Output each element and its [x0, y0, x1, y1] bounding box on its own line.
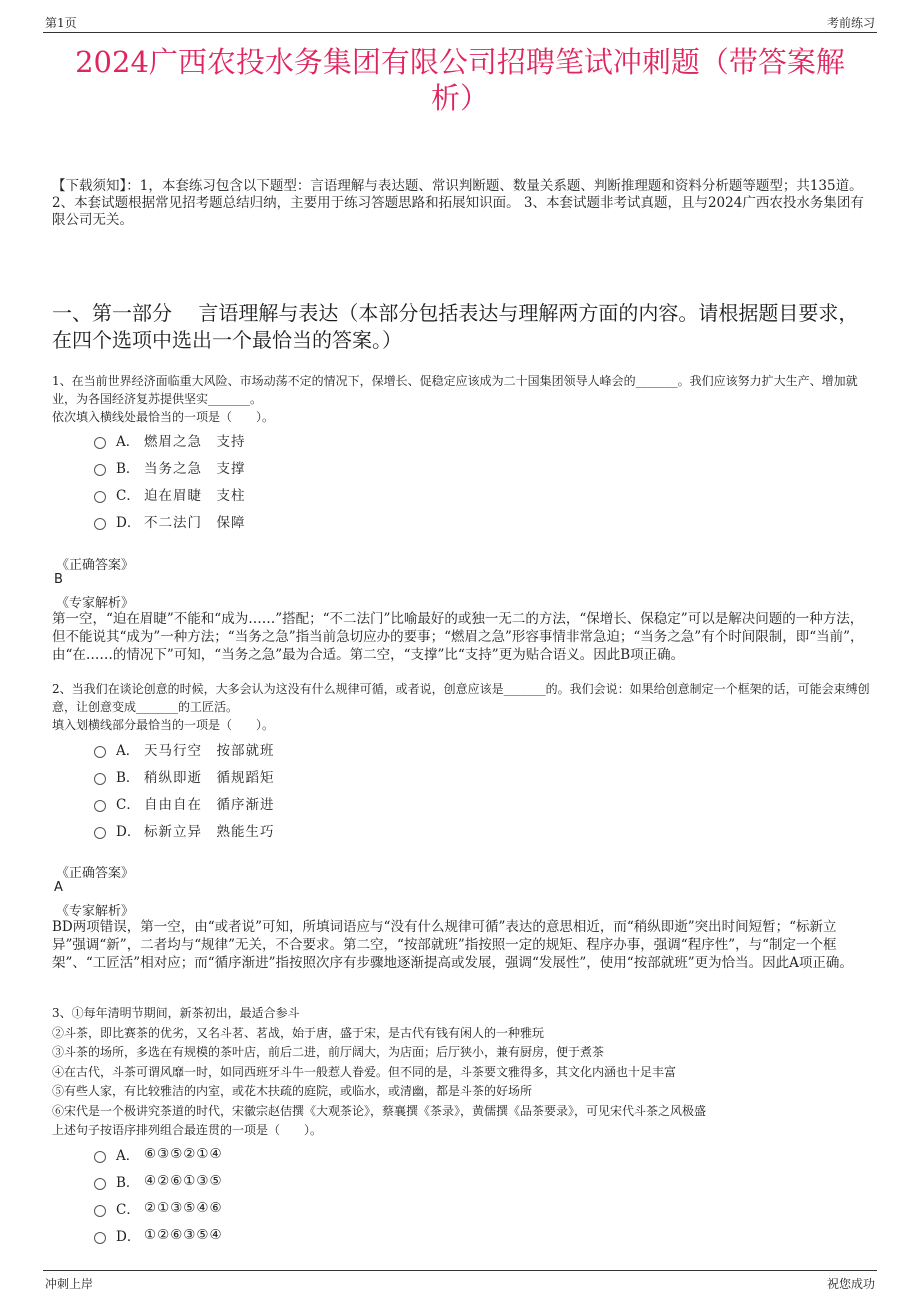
question-2-stem: [52, 680, 870, 734]
option-text: 当务之急 支撑: [144, 460, 246, 477]
option-b[interactable]: [94, 762, 275, 789]
question-3-stem: [52, 1004, 870, 1141]
option-c[interactable]: [94, 789, 275, 816]
answer-label: 《正确答案》: [56, 558, 135, 573]
download-notice: 【下载须知】：1，本套练习包含以下题型：言语理解与表达题、常识判断题、数量关系题、判断推理题和资料分析题等题型；共135道。 2、本套试题根据常见招考题总结归纳，主要用于练习答题思路和拓展知识面。 3、本套试题非考试真题，且与2024广西农投水务集团有限公司无关。: [52, 178, 864, 228]
option-letter: B．: [116, 769, 140, 786]
footer-left: 冲刺上岸: [45, 1277, 94, 1291]
option-text: 稍纵即逝 循规蹈矩: [144, 769, 275, 786]
analysis-label: 《专家解析》: [56, 904, 135, 919]
question-prompt: 上述句子按语序排列组合最连贯的一项是（ ）。: [52, 1123, 323, 1137]
option-text: ⑥③⑤②①④: [144, 1145, 223, 1162]
question-1-stem: [52, 372, 870, 426]
correct-answer: B: [54, 572, 63, 587]
option-b[interactable]: [94, 453, 246, 480]
option-d[interactable]: [94, 1221, 223, 1248]
radio-icon[interactable]: [94, 491, 106, 503]
option-text: ④②⑥①③⑤: [144, 1172, 223, 1189]
option-text: 自由自在 循序渐进: [144, 796, 275, 813]
option-d[interactable]: [94, 507, 246, 534]
option-a[interactable]: [94, 426, 246, 453]
radio-icon[interactable]: [94, 746, 106, 758]
option-text: 天马行空 按部就班: [144, 742, 275, 759]
sentence-line: ⑤有些人家，有比较雅洁的内室，或花木扶疏的庭院，或临水，或清幽，都是斗茶的好场所: [52, 1084, 533, 1098]
option-text: 不二法门 保障: [144, 514, 246, 531]
option-letter: A．: [116, 742, 140, 759]
option-letter: A．: [116, 1147, 140, 1164]
radio-icon[interactable]: [94, 464, 106, 476]
sentence-line: 3、①每年清明节期间，新茶初出，最适合参斗: [52, 1006, 300, 1020]
option-c[interactable]: [94, 480, 246, 507]
option-a[interactable]: [94, 735, 275, 762]
question-stem-text: 2、当我们在谈论创意的时候，大多会认为这没有什么规律可循，或者说，创意应该是_______的。我们会说：如果给创意制定一个框架的话，可能会束缚创意，让创意变成_______的工匠活。: [52, 682, 870, 714]
option-d[interactable]: [94, 816, 275, 843]
option-letter: B．: [116, 460, 140, 477]
page-number: 第1页: [45, 16, 77, 30]
option-letter: D．: [116, 514, 141, 531]
option-text: ①②⑥③⑤④: [144, 1226, 223, 1243]
expert-analysis: 第一空，“迫在眉睫”不能和“成为……”搭配；“不二法门”比喻最好的或独一无二的方法，“保增长、保稳定”可以是解决问题的一种方法，但不能说其“成为”一种方法；“当务之急”指当前急切应办的要事；“燃眉之急”形容事情非常急迫；“当务之急”有个时间限制，即“当前”，由“在……的情况下”可知，“当务之急”最为合适。第二空，“支撑”比“支持”更为贴合语义。因此B项正确。: [52, 611, 864, 663]
radio-icon[interactable]: [94, 1178, 106, 1190]
question-prompt: 依次填入横线处最恰当的一项是（ ）。: [52, 410, 275, 424]
question-stem-text: 1、在当前世界经济面临重大风险、市场动荡不定的情况下，保增长、促稳定应该成为二十国集团领导人峰会的_______。我们应该努力扩大生产、增加就业，为各国经济复苏提供坚实_______。: [52, 374, 858, 406]
option-a[interactable]: [94, 1140, 223, 1167]
question-prompt: 填入划横线部分最恰当的一项是（ ）。: [52, 718, 275, 732]
question-2-options: [94, 735, 275, 843]
option-text: 燃眉之急 支持: [144, 433, 246, 450]
answer-label: 《正确答案》: [56, 866, 135, 881]
radio-icon[interactable]: [94, 800, 106, 812]
radio-icon[interactable]: [94, 827, 106, 839]
option-letter: C．: [116, 796, 140, 813]
option-letter: C．: [116, 487, 140, 504]
sentence-line: ②斗茶，即比赛茶的优劣，又名斗茗、茗战，始于唐，盛于宋，是古代有钱有闲人的一种雅玩: [52, 1025, 545, 1040]
option-text: 标新立异 熟能生巧: [144, 823, 275, 840]
option-letter: A．: [116, 433, 140, 450]
question-3-options: [94, 1140, 223, 1248]
analysis-label: 《专家解析》: [56, 596, 135, 611]
radio-icon[interactable]: [94, 1151, 106, 1163]
option-letter: B．: [116, 1174, 140, 1191]
section-heading: 一、第一部分 言语理解与表达（本部分包括表达与理解两方面的内容。请根据题目要求，在四个选项中选出一个最恰当的答案。）: [52, 301, 859, 352]
radio-icon[interactable]: [94, 1232, 106, 1244]
option-c[interactable]: [94, 1194, 223, 1221]
option-b[interactable]: [94, 1167, 223, 1194]
radio-icon[interactable]: [94, 437, 106, 449]
question-1-options: [94, 426, 246, 534]
option-letter: D．: [116, 823, 141, 840]
sentence-line: ③斗茶的场所，多选在有规模的茶叶店，前后二进，前厅阔大，为店面；后厅狭小，兼有厨房，便于煮茶: [52, 1045, 605, 1059]
sentence-line: ④在古代，斗茶可谓风靡一时，如同西班牙斗牛一般惹人眷爱。但不同的是，斗茶要文雅得多，其文化内涵也十足丰富: [52, 1064, 677, 1079]
option-text: ②①③⑤④⑥: [144, 1199, 223, 1216]
document-title: 2024广西农投水务集团有限公司招聘笔试冲刺题（带答案解析）: [75, 45, 845, 115]
correct-answer: A: [54, 880, 63, 895]
expert-analysis: BD两项错误，第一空，由“或者说”可知，所填词语应与“没有什么规律可循”表达的意思相近，而“稍纵即逝”突出时间短暂；“标新立异”强调“新”，二者均与“规律”无关，不合要求。第二空，“按部就班”指按照一定的规矩、程序办事，强调“程序性”，与“制定一个框架”、“工匠活”相对应；而“循序渐进”指按照次序有步骤地逐渐提高或发展，强调“发展性”，使用“按部就班”更为恰当。因此A项正确。: [52, 919, 853, 971]
radio-icon[interactable]: [94, 1205, 106, 1217]
page-header: [43, 10, 877, 33]
radio-icon[interactable]: [94, 773, 106, 785]
option-letter: D．: [116, 1228, 141, 1245]
sentence-line: ⑥宋代是一个极讲究茶道的时代，宋徽宗赵佶撰《大观茶论》，蔡襄撰《茶录》，黄儒撰《品茶要录》，可见宋代斗茶之风极盛: [52, 1103, 707, 1118]
radio-icon[interactable]: [94, 518, 106, 530]
option-letter: C．: [116, 1201, 140, 1218]
footer-right: 祝您成功: [826, 1277, 875, 1291]
option-text: 迫在眉睫 支柱: [144, 487, 246, 504]
page-footer: [43, 1270, 877, 1293]
header-tag: 考前练习: [826, 16, 875, 30]
